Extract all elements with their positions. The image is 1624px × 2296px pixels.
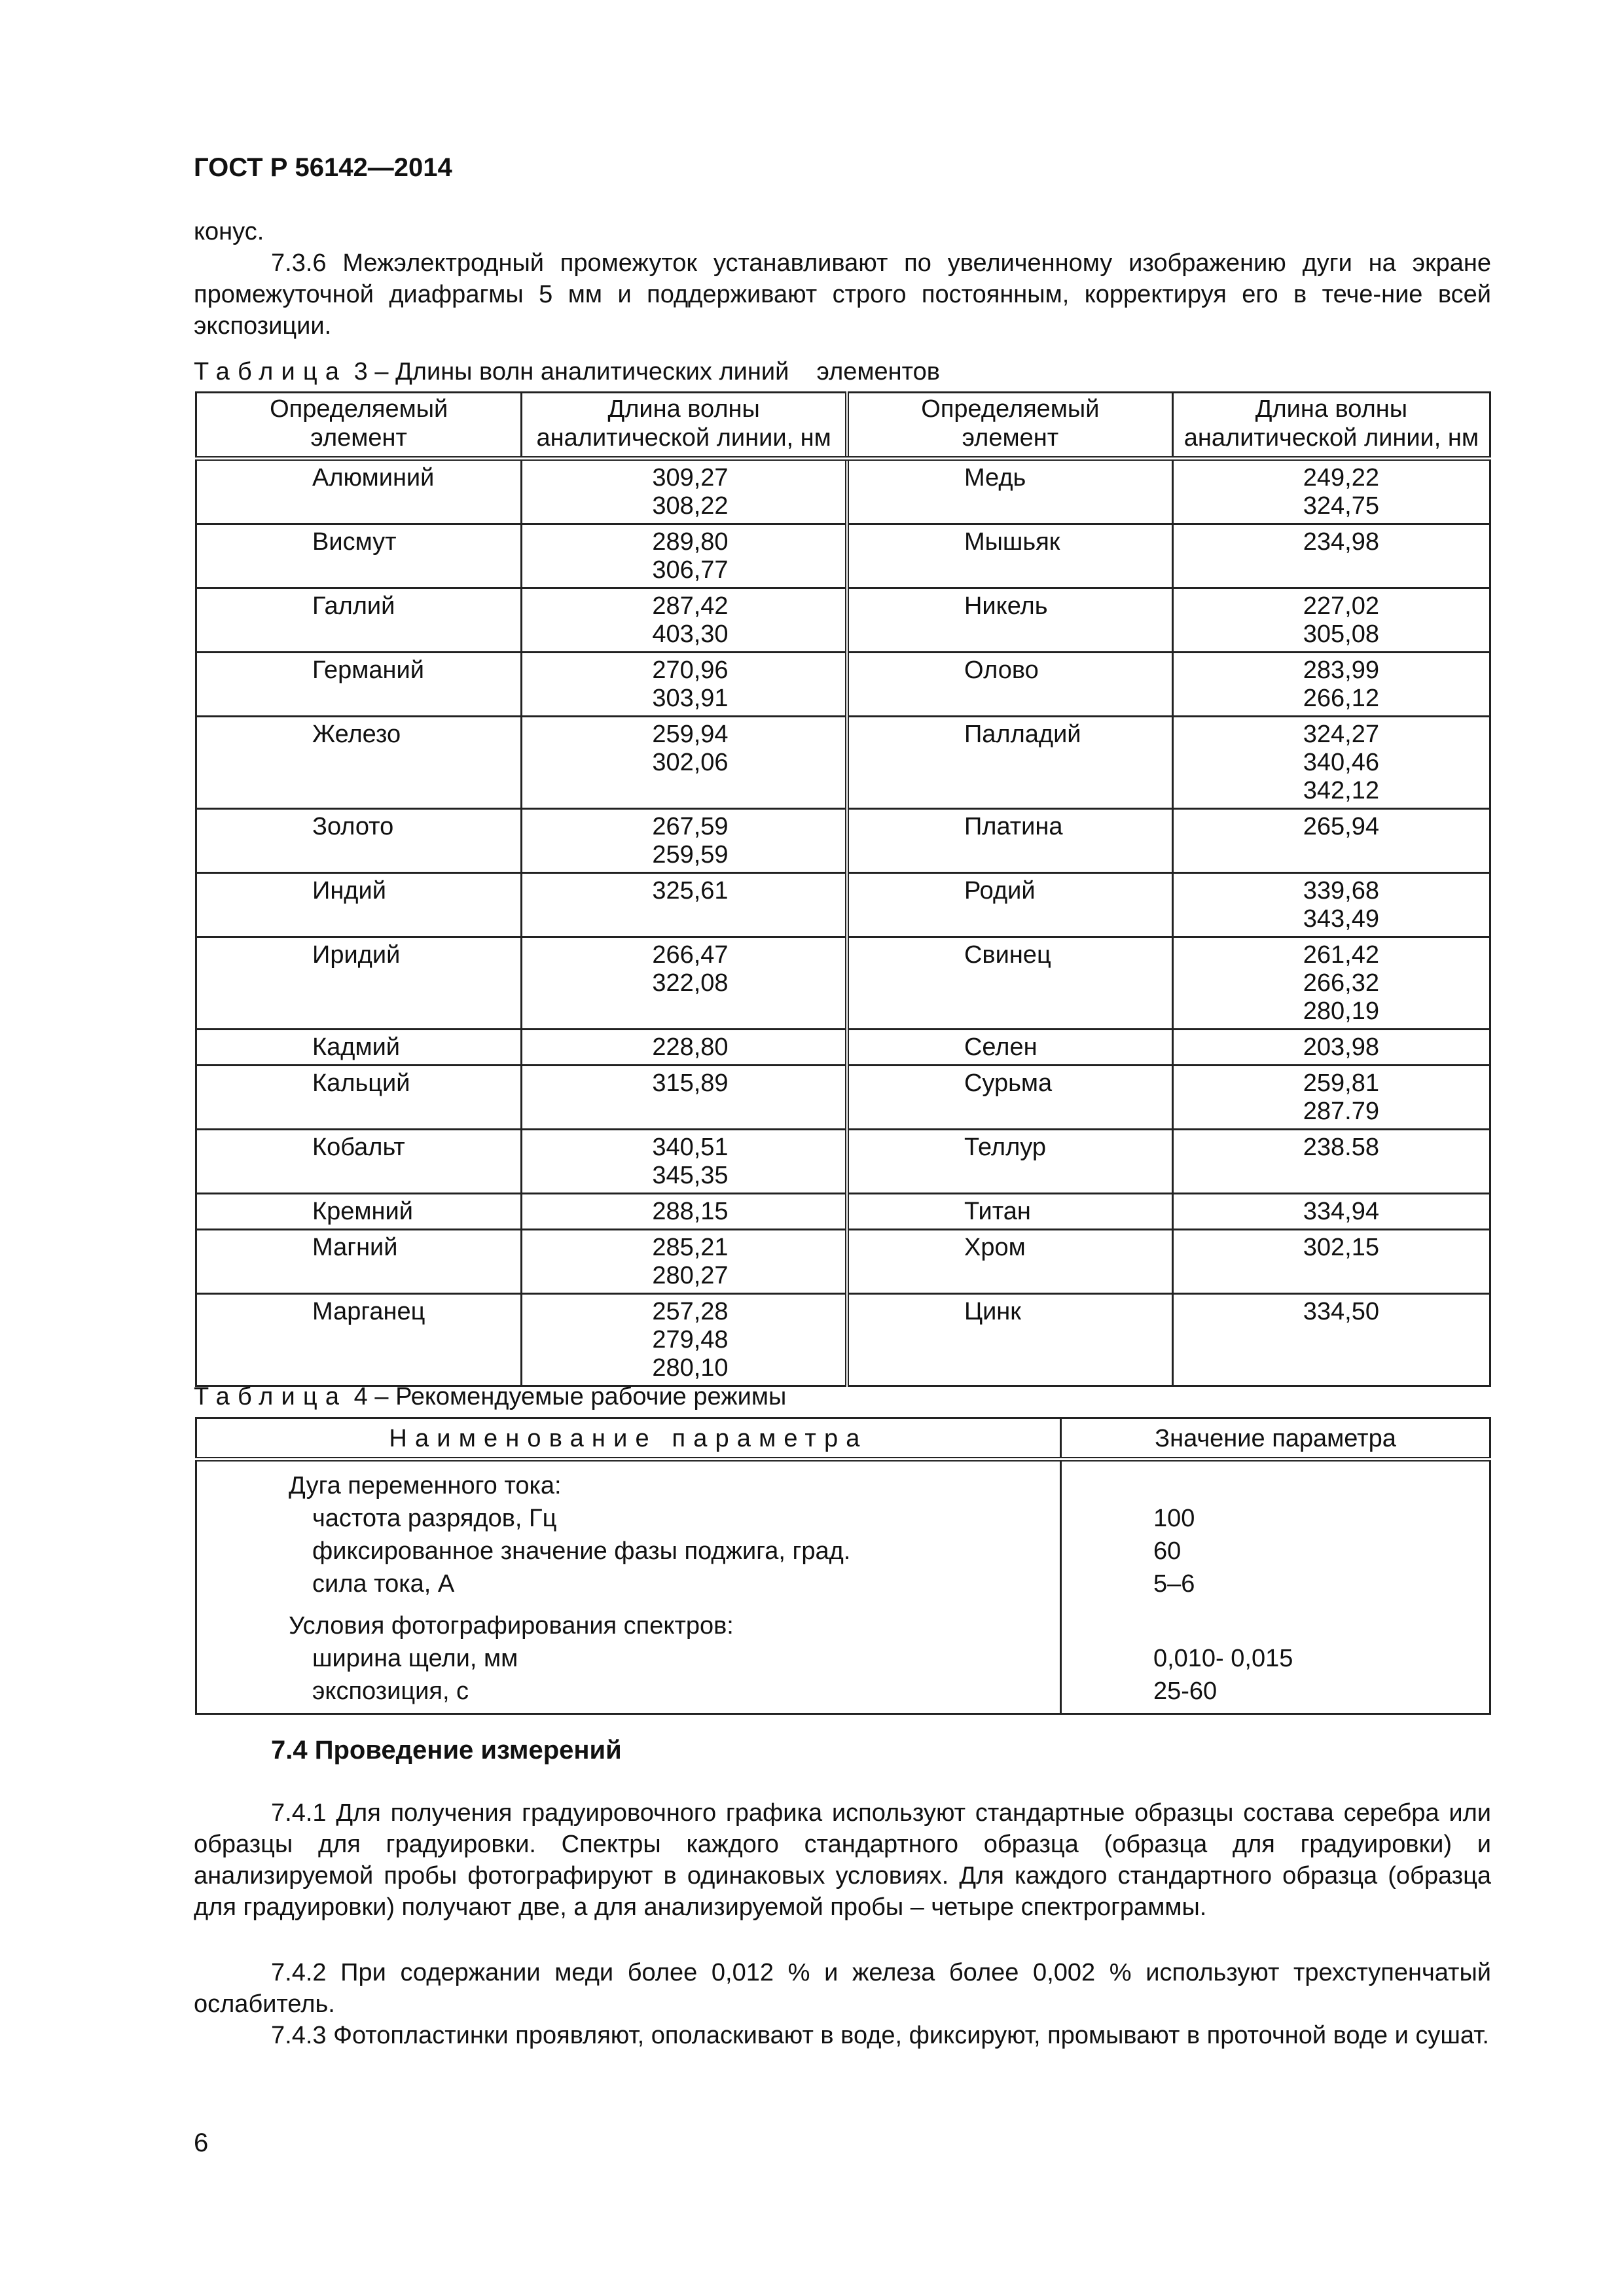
param-item: сила тока, А	[312, 1570, 455, 1598]
wavelength-value: 334,94	[1303, 1198, 1380, 1225]
wavelength-cell	[1172, 1194, 1490, 1230]
wavelength-value: 287,42	[652, 592, 729, 620]
wavelength-cell	[522, 459, 847, 524]
element-name-cell: Родий	[847, 873, 1172, 937]
wavelength-value: 227,02	[1303, 592, 1380, 620]
wavelength-value: 306,77	[652, 556, 729, 584]
element-name-cell: Золото	[196, 809, 522, 873]
wavelength-value: 238.58	[1303, 1134, 1380, 1161]
wavelength-value: 285,21	[652, 1234, 729, 1261]
element-name-cell: Цинк	[847, 1294, 1172, 1386]
wavelength-value: 308,22	[652, 492, 729, 520]
param-group-title: Условия фотографирования спектров:	[289, 1612, 734, 1640]
wavelength-value: 325,61	[652, 877, 729, 905]
wavelength-value: 279,48	[652, 1326, 729, 1354]
wavelength-cell	[522, 1230, 847, 1294]
wavelength-value: 309,27	[652, 464, 729, 492]
table3-row	[196, 1294, 1490, 1386]
element-name-cell: Теллур	[847, 1130, 1172, 1194]
param-item: частота разрядов, Гц	[312, 1505, 557, 1532]
wavelength-value: 270,96	[652, 656, 729, 684]
wavelength-cell	[522, 524, 847, 588]
wavelength-cell	[522, 1066, 847, 1130]
wavelength-value: 280,10	[652, 1354, 729, 1382]
section-7-4-heading: 7.4 Проведение измерений	[271, 1736, 622, 1765]
wavelength-cell	[1172, 1294, 1490, 1386]
element-name-cell: Висмут	[196, 524, 522, 588]
element-name-cell: Индий	[196, 873, 522, 937]
table3-row	[196, 809, 1490, 873]
wavelength-value: 234,98	[1303, 528, 1380, 556]
wavelength-cell	[522, 1294, 847, 1386]
wavelength-cell	[1172, 653, 1490, 717]
wavelength-value: 259,59	[652, 841, 729, 869]
table3-row	[196, 717, 1490, 809]
wavelength-value: 289,80	[652, 528, 729, 556]
wavelength-value: 259,94	[652, 721, 729, 748]
table3-caption-title: 3 – Длины волн аналитических линий элементов	[347, 358, 940, 386]
wavelength-value: 324,27	[1303, 721, 1380, 748]
table3-row	[196, 937, 1490, 1030]
wavelength-value: 280,27	[652, 1262, 729, 1289]
wavelength-value: 324,75	[1303, 492, 1380, 520]
param-group-title: Дуга переменного тока:	[289, 1472, 562, 1499]
wavelength-value: 265,94	[1303, 813, 1380, 840]
table3-header-row	[196, 393, 1490, 459]
element-name-cell: Алюминий	[196, 459, 522, 524]
wavelength-table	[195, 391, 1491, 1387]
table3-row	[196, 588, 1490, 653]
paragraph-7-4-2: 7.4.2 При содержании меди более 0,012 % и железа более 0,002 % используют трехступенчатый ослабитель.	[194, 1959, 1491, 2018]
header-parameter-value: Значение параметра	[1060, 1418, 1490, 1460]
element-name-cell: Медь	[847, 459, 1172, 524]
table4-caption-title: 4 – Рекомендуемые рабочие режимы	[347, 1383, 787, 1410]
wavelength-value: 303,91	[652, 685, 729, 712]
wavelength-cell	[1172, 937, 1490, 1030]
wavelength-cell	[1172, 1066, 1490, 1130]
wavelength-value: 322,08	[652, 969, 729, 997]
wavelength-value: 345,35	[652, 1162, 729, 1189]
wavelength-value: 302,15	[1303, 1234, 1380, 1261]
wavelength-value: 266,47	[652, 941, 729, 969]
wavelength-cell	[522, 1130, 847, 1194]
table4-caption-prefix: Таблица	[194, 1383, 348, 1410]
element-name-cell: Марганец	[196, 1294, 522, 1386]
table3-row	[196, 1066, 1490, 1130]
element-name-cell: Титан	[847, 1194, 1172, 1230]
document-code-header: ГОСТ Р 56142—2014	[194, 153, 452, 182]
param-value: 0,010- 0,015	[1153, 1645, 1293, 1672]
operating-modes-table	[195, 1417, 1491, 1715]
wavelength-value: 403,30	[652, 620, 729, 648]
header-wavelength-right: Длина волны аналитической линии, нм	[1172, 393, 1490, 459]
wavelength-value: 266,32	[1303, 969, 1380, 997]
table3-row	[196, 1230, 1490, 1294]
element-name-cell: Кобальт	[196, 1130, 522, 1194]
param-item: фиксированное значение фазы поджига, град.	[312, 1537, 851, 1565]
table3-caption	[194, 356, 940, 387]
element-name-cell: Палладий	[847, 717, 1172, 809]
table3-body	[196, 459, 1490, 1386]
wavelength-value: 228,80	[652, 1033, 729, 1061]
wavelength-cell	[522, 588, 847, 653]
parameter-names-cell	[196, 1460, 1061, 1714]
wavelength-value: 315,89	[652, 1069, 729, 1097]
header-element-left: Определяемый элемент	[196, 393, 522, 459]
table3-caption-prefix: Таблица	[194, 358, 348, 386]
element-name-cell: Кадмий	[196, 1030, 522, 1066]
wavelength-cell	[522, 873, 847, 937]
wavelength-cell	[1172, 809, 1490, 873]
element-name-cell: Свинец	[847, 937, 1172, 1030]
header-element-right: Определяемый элемент	[847, 393, 1172, 459]
wavelength-cell	[1172, 1030, 1490, 1066]
wavelength-cell	[1172, 524, 1490, 588]
wavelength-value: 305,08	[1303, 620, 1380, 648]
wavelength-value: 288,15	[652, 1198, 729, 1225]
wavelength-value: 203,98	[1303, 1033, 1380, 1061]
element-name-cell: Платина	[847, 809, 1172, 873]
page-number: 6	[194, 2128, 209, 2157]
paragraph-7-3-6: 7.3.6 Межэлектродный промежуток устанавливают по увеличенному изображению дуги на экране промежуточной диафрагмы 5 мм и поддерживают строго постоянным, корректируя его в тече-ние всей экспозиции.	[194, 249, 1491, 340]
wavelength-cell	[522, 809, 847, 873]
param-value: 100	[1153, 1505, 1195, 1532]
param-value: 60	[1153, 1537, 1182, 1565]
wavelength-value: 340,46	[1303, 749, 1380, 776]
element-name-cell: Олово	[847, 653, 1172, 717]
element-name-cell: Кальций	[196, 1066, 522, 1130]
wavelength-cell	[1172, 588, 1490, 653]
element-name-cell: Иридий	[196, 937, 522, 1030]
wavelength-value: 339,68	[1303, 877, 1380, 905]
element-name-cell: Мышьяк	[847, 524, 1172, 588]
element-name-cell: Германий	[196, 653, 522, 717]
table3-row	[196, 1130, 1490, 1194]
header-wavelength-left: Длина волны аналитической линии, нм	[522, 393, 847, 459]
element-name-cell: Магний	[196, 1230, 522, 1294]
wavelength-cell	[1172, 717, 1490, 809]
element-name-cell: Селен	[847, 1030, 1172, 1066]
wavelength-value: 287.79	[1303, 1098, 1380, 1125]
wavelength-cell	[1172, 873, 1490, 937]
table4-caption	[194, 1381, 786, 1412]
param-value: 25-60	[1153, 1677, 1218, 1705]
wavelength-value: 266,12	[1303, 685, 1380, 712]
element-name-cell: Сурьма	[847, 1066, 1172, 1130]
table3-row	[196, 459, 1490, 524]
wavelength-value: 249,22	[1303, 464, 1380, 492]
text-continuation: конус.	[194, 218, 264, 245]
wavelength-value: 259,81	[1303, 1069, 1380, 1097]
wavelength-value: 342,12	[1303, 777, 1380, 804]
wavelength-cell	[1172, 1130, 1490, 1194]
wavelength-cell	[1172, 459, 1490, 524]
table4-body-row	[196, 1460, 1490, 1714]
wavelength-cell	[522, 717, 847, 809]
element-name-cell: Никель	[847, 588, 1172, 653]
param-item: экспозиция, с	[312, 1677, 469, 1705]
element-name-cell: Хром	[847, 1230, 1172, 1294]
wavelength-value: 283,99	[1303, 656, 1380, 684]
paragraph-7-4-1: 7.4.1 Для получения градуировочного графика используют стандартные образцы состава серебра или образцы для градуировки. Спектры каждого стандартного образца (образца для градуировки) и анализируемой пробы фотографируют в одинаковых условиях. Для каждого стандартного образца (образца для градуировки) получают две, а для анализируемой пробы – четыре спектрограммы.	[194, 1799, 1491, 1921]
table3-row	[196, 524, 1490, 588]
element-name-cell: Железо	[196, 717, 522, 809]
wavelength-value: 334,50	[1303, 1298, 1380, 1325]
table3-row	[196, 653, 1490, 717]
table3-row	[196, 1194, 1490, 1230]
param-item: ширина щели, мм	[312, 1645, 518, 1672]
paragraph-7-4-3: 7.4.3 Фотопластинки проявляют, ополаскивают в воде, фиксируют, промывают в проточной воде и сушат.	[271, 2022, 1489, 2049]
wavelength-cell	[522, 1194, 847, 1230]
wavelength-cell	[522, 653, 847, 717]
wavelength-cell	[1172, 1230, 1490, 1294]
table3-row	[196, 1030, 1490, 1066]
param-value: 5–6	[1153, 1570, 1195, 1598]
wavelength-value: 257,28	[652, 1298, 729, 1325]
wavelength-cell	[522, 937, 847, 1030]
wavelength-value: 280,19	[1303, 997, 1380, 1025]
parameter-values-cell	[1060, 1460, 1490, 1714]
table3-row	[196, 873, 1490, 937]
header-parameter-name: Наименование параметра	[196, 1418, 1061, 1460]
table4-header-row	[196, 1418, 1490, 1460]
wavelength-value: 302,06	[652, 749, 729, 776]
element-name-cell: Галлий	[196, 588, 522, 653]
wavelength-cell	[522, 1030, 847, 1066]
wavelength-value: 267,59	[652, 813, 729, 840]
wavelength-value: 343,49	[1303, 905, 1380, 933]
wavelength-value: 340,51	[652, 1134, 729, 1161]
wavelength-value: 261,42	[1303, 941, 1380, 969]
element-name-cell: Кремний	[196, 1194, 522, 1230]
